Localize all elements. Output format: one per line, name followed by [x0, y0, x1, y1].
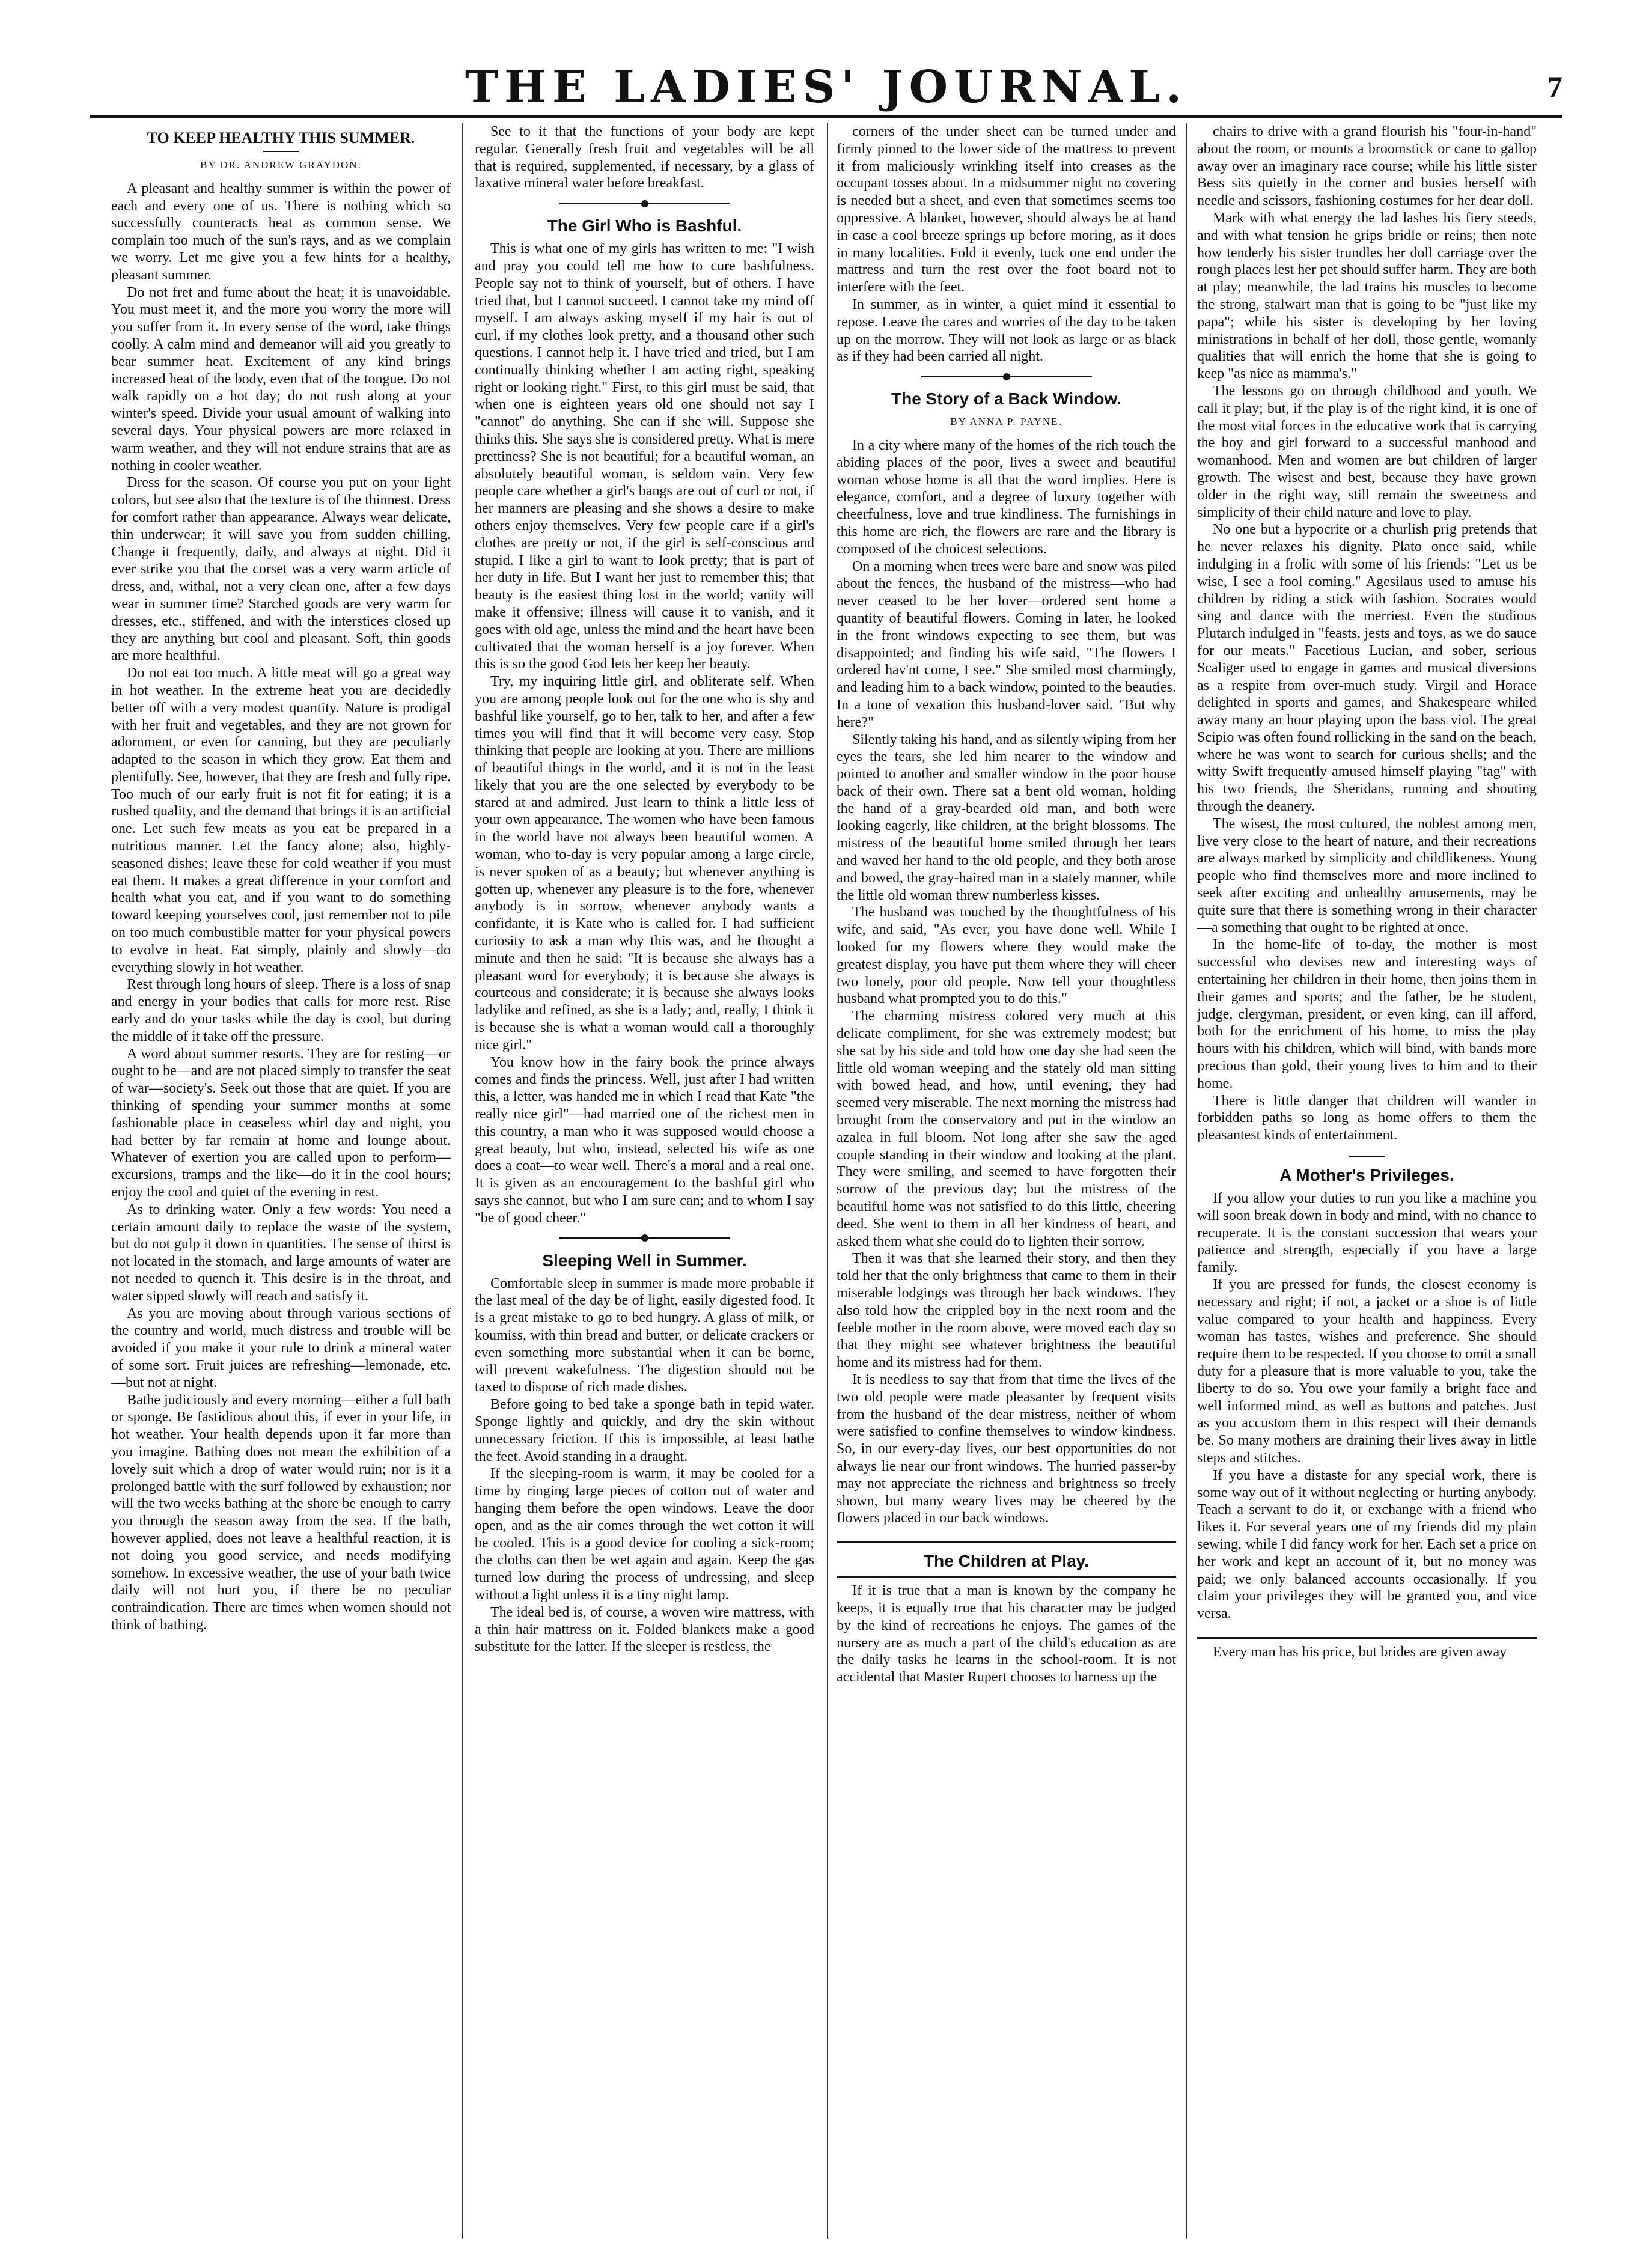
paragraph: Comfortable sleep in summer is made more probable if the last meal of the day be of light, easily digested food. It is a great mistake to go to bed hungry. A glass of milk, or koumiss, with thin bread and butter, or delicate crackers or even something more substantial when it can be borne, will prevent wakefulness. The digestion should not be taxed to dispose of rich made dishes. — [475, 1275, 814, 1395]
paragraph: The lessons go on through childhood and youth. We call it play; but, if the play is of the right kind, it is one of the most vital forces in the educative work that is carrying the boy and girl forward to a successful manhood and womanhood. Men and women are but children of larger growth. The wisest and best, because they have grown older in the right way, still remain the sweetness and simplicity of their child nature and love to play. — [1197, 383, 1537, 520]
paragraph: Mark with what energy the lad lashes his fiery steeds, and with what tension he grips bridle or reins; then note how tenderly his sister trundles her doll carriage over the rough places lest her pet should suffer harm. They are both at play; meanwhile, the lad trains his muscles to become the strong, stalwart man that is going to be "just like my papa"; while his sister is developing by her loving ministrations in behalf of her doll, those gentle, womanly qualities that will enrich the home that she is going to keep "as nice as mamma's." — [1197, 210, 1537, 382]
paragraph: You know how in the fairy book the prince always comes and finds the princess. Well, just after I had written this, a letter, was handed me in which I read that Kate "the really nice girl"—had married one of the richest men in this country, a man who it was supposed would choose a great beauty, but who, instead, selected his wife as one does a coat—to wear well. There's a moral and a real one. It is given as an encouragement to the bashful girl who says she cannot, but who I am sure can; and to whom I say "be of good cheer." — [475, 1054, 814, 1226]
paragraph: The husband was touched by the thoughtfulness of his wife, and said, "As ever, you have done well. While I looked for my flowers where they would make the greatest display, you have put them where they will cheer two lonely, poor old people. Now tell your thoughtless husband what prompted you to do this." — [837, 904, 1176, 1007]
paragraph: The charming mistress colored very much at this delicate compliment, for she was extremely modest; but she sat by his side and told how one day she had seen the little old woman weeping and the stately old man sitting with bowed head, and how, until evening, they had seemed very miserable. The next morning the mistress had brought from the conservatory and put in the window an azalea in full bloom. Not long after she saw the aged couple standing in their window and looking at the plant. They were smiling, and seemed to have forgotten their sorrow of the previous day; but the mistress of the beautiful home was not satisfied to do this little, cheering deed. She went to them in all her kindness of heart, and asked them what she could do to lighten their sorrow. — [837, 1008, 1176, 1249]
paragraph: On a morning when trees were bare and snow was piled about the fences, the husband of the mistress—who had never ceased to be her lover—ordered sent home a quantity of beautiful flowers. Coming in later, he looked in the front windows expecting to see them, but was disappointed; and finding his wife said, "The flowers I ordered hav'nt come, I see." She smiled most charmingly, and leading him to a back window, pointed to the beauties. In a tone of vexation this husband-lover said. "But why here?" — [837, 558, 1176, 730]
paragraph: Then it was that she learned their story, and then they told her that the only brightness that came to them in their miserable lodgings was through her back windows. They also told how the crippled boy in the next room and the feeble mother in the room above, were moved each day so that they might see whatever brightness the beautiful home and its mistress had for them. — [837, 1251, 1176, 1371]
article-heading: Sleeping Well in Summer. — [542, 1251, 747, 1270]
footer-note: Every man has his price, but brides are given away — [1213, 1644, 1507, 1660]
paragraph: In a city where many of the homes of the rich touch the abiding places of the poor, lives a sweet and beautiful woman whose home is all that the word implies. Here is elegance, comfort, and a degree of luxury together with cheerfulness, love and true kindliness. The furnishings in this home are rich, the flowers are rare and the library is composed of the choicest selections. — [837, 437, 1176, 557]
paragraph: Silently taking his hand, and as silently wiping from her eyes the tears, she led him nearer to the window and pointed to another and smaller window in the poor house back of their own. There sat a bent old woman, holding the hand of a gray-bearded old man, and both were looking eagerly, like children, at the bright blossoms. The mistress of the beautiful home smiled through her tears and waved her hand to the old people, and they both arose and bowed, the gray-haired man in a stately manner, while the little old woman threw numberless kisses. — [837, 731, 1176, 903]
masthead-rule — [90, 115, 1562, 118]
article-heading: TO KEEP HEALTHY THIS SUMMER. — [147, 129, 415, 147]
section-rule — [1197, 1637, 1537, 1639]
paragraph: A word about summer resorts. They are for resting—or ought to be—and are not placed simply to transfer the seat of war—society's. Seek out those that are quiet. If you are thinking of spending your summer months at some fashionable place in ceaseless whirl day and night, you had better by far remain at home and lounge about. Whatever of exertion you are called upon to perform—excursions, tramps and the like—do it in the cool hours; enjoy the cool and quiet of the evening in rest. — [111, 1046, 451, 1201]
paragraph: In the home-life of to-day, the mother is most successful who devises new and interesting ways of entertaining her children in their home, then joins them in their games and sports; and the father, be he student, judge, clergyman, president, or even king, can ill afford, both for the enrichment of his home, to miss the play hours with his children, which will bind, with bands more precious than gold, their young lives to him and to their home. — [1197, 937, 1537, 1091]
ornament-divider — [475, 200, 814, 208]
ornament-divider — [475, 1234, 814, 1243]
journal-title: THE LADIES' JOURNAL. — [465, 61, 1187, 113]
column-1 — [111, 123, 451, 2239]
paragraph: If you allow your duties to run you like a machine you will soon break down in body and mind, with no chance to recuperate. It is the constant succession that wears your patience and strength, especially if you have a large family. — [1197, 1190, 1537, 1276]
paragraph: Dress for the season. Of course you put on your light colors, but see also that the texture is of the thinnest. Dress for comfort rather than appearance. Always wear delicate, thin underwear; it will save you from sudden chilling. Change it frequently, daily, and always at night. Did it ever strike you that the corset was a very warm article of dress, and, withal, not a very clean one, after a few days wear in summer time? Starched goods are very warm for dresses, etc., stiffened, and with the interstices closed up they are anything but cool and pleasant. Soft, thin goods are more healthful. — [111, 475, 451, 664]
paragraph: A pleasant and healthy summer is within the power of each and every one of us. There is nothing which so successfully counteracts heat as common sense. We complain too much of the sun's rays, and as we complain we worry. Let me give you a few hints for a healthy, pleasant summer. — [111, 180, 451, 283]
paragraph: The wisest, the most cultured, the noblest among men, live very close to the heart of nature, and their recreations are always marked by simplicity and childlikeness. Young people who find themselves more and more inclined to seek after exciting and unhealthy amusements, may be quite sure that there is something wrong in their character—a something that ought to be righted at once. — [1197, 815, 1537, 936]
heading-rule — [263, 151, 299, 152]
article-heading: The Story of a Back Window. — [891, 389, 1121, 409]
article-heading: The Girl Who is Bashful. — [547, 216, 742, 236]
paragraph: There is little danger that children will wander in forbidden paths so long as home offers to them the pleasantest kinds of entertainment. — [1197, 1093, 1537, 1144]
paragraph: In summer, as in winter, a quiet mind it essential to repose. Leave the cares and worries of the day to be taken up on the morrow. They will not look as large or as black as if they had been carried all night. — [837, 296, 1176, 365]
article-byline: BY ANNA P. PAYNE. — [950, 416, 1062, 428]
page-number: 7 — [1547, 70, 1562, 103]
section-rule — [837, 1541, 1176, 1543]
section-rule — [1349, 1156, 1385, 1157]
article-heading: The Children at Play. — [924, 1552, 1089, 1571]
paragraph: chairs to drive with a grand flourish his "four-in-hand" about the room, or mounts a broomstick or cane to gallop away over an imaginary race course; while his little sister Bess sits quietly in the corner and busies herself with needle and scissors, fashioning costumes for her dear doll. — [1197, 124, 1537, 209]
paragraph: corners of the under sheet can be turned under and firmly pinned to the lower side of the mattress to prevent it from maliciously wrinkling itself into creases as the occupant tosses about. In a midsummer night no covering is needed but a sheet, and even that sometimes seems too oppressive. A blanket, however, should always be at hand in case a cool breeze springs up before moring, as it does in many localities. Fold it evenly, tuck one end under the mattress and turn the rest over the foot board not to interfere with the feet. — [837, 124, 1176, 296]
paragraph: If you are pressed for funds, the closest economy is necessary and right; if not, a jacket or a shoe is of little value compared to your health and happiness. Every woman has tastes, wishes and preference. She should require them to be respected. If you choose to omit a small duty for a pleasure that is more valuable to you, take the liberty to do so. You owe your family a bright face and well informed mind, as well as buttons and patches. Just as you accustom them in this respect will their demands be. So many mothers are draining their lives away in little steps and stitches. — [1197, 1277, 1537, 1466]
paragraph: This is what one of my girls has written to me: "I wish and pray you could tell me how to cure bashfulness. People say not to think of yourself, but of others. I have tried that, but I cannot succeed. I cannot take my mind off myself. I am always asking myself if my hair is out of curl, if my clothes look pretty, and a thousand other such questions. I cannot help it. I have tried and tried, but I am continually thinking whether I am acting right, speaking right or looking right." First, to this girl must be said, that when one is eighteen years old one should not say I "cannot" do anything. She can if she will. Suppose she thinks this. She says she is considered pretty. What is mere prettiness? She is not beautiful; for a beautiful woman, an absolutely beautiful woman, is seldom vain. Very few people care whether a girl's bangs are out of curl or not, if her manners are pleasing and she shows a desire to make others enjoy themselves. Very few people care if a girl's clothes are pretty or not, if the girl is self-conscious and stupid. I like a girl to want to look pretty; that is part of her duty in life. But I want her just to remember this; that beauty is the easiest thing lost in the world; vanity will make it offensive; illness will cause it to vanish, and it goes with old age, unless the mind and the heart have been cultivated that the woman herself is a joy forever. When this is so the good God lets her keep her beauty. — [475, 241, 814, 672]
paragraph: It is needless to say that from that time the lives of the two old people were made pleasanter by frequent visits from the husband of the dear mistress, neither of whom were satisfied to confine themselves to window kindness. So, in our every-day lives, our best opportunities do not always lie near our front windows. The hurried passer-by may not appreciate the richness and brightness so freely shown, but many weary lives may be cheered by the flowers placed in our back windows. — [837, 1371, 1176, 1526]
paragraph: As to drinking water. Only a few words: You need a certain amount daily to replace the waste of the system, but do not gulp it down in quantities. The sense of thirst is not located in the stomach, and large amounts of water are not needed to quench it. This desire is in the throat, and water sipped slowly will reach and satisfy it. — [111, 1201, 451, 1304]
masthead — [90, 63, 1562, 111]
ornament-divider — [837, 373, 1176, 381]
paragraph: As you are moving about through various sections of the country and world, much distress and trouble will be avoided if you make it your rule to drink a mineral water of some sort. Fruit juices are refreshing—lemonade, etc.—but not at night. — [111, 1305, 451, 1391]
paragraph: If the sleeping-room is warm, it may be cooled for a time by ringing large pieces of cotton out of water and hanging them before the open windows. Leave the door open, and as the air comes through the wet cotton it will be cooled. This is a good device for cooling a sick-room; the cloths can then be wet again and again. Keep the gas turned low during the process of undressing, and sleep without a light unless it is a tiny night lamp. — [475, 1466, 814, 1603]
section-rule — [837, 1576, 1176, 1578]
paragraph: See to it that the functions of your body are kept regular. Generally fresh fruit and vegetables will be all that is required, supplemented, if necessary, by a glass of laxative mineral water before breakfast. — [475, 124, 814, 192]
column-4 — [1197, 123, 1537, 2239]
paragraph: If you have a distaste for any special work, there is some way out of it without neglecting or hurting anybody. Teach a servant to do it, or exchange with a friend who likes it. For several years one of my friends did my plain sewing, while I did fancy work for her. Each set a price on her work and kept an account of it, but no money was paid; we only balanced accounts occasionally. If you claim your privileges they will be granted you, and vice versa. — [1197, 1467, 1537, 1622]
paragraph: Before going to bed take a sponge bath in tepid water. Sponge lightly and quickly, and dry the skin without unnecessary friction. If this is impossible, at least bathe the feet. Avoid standing in a draught. — [475, 1397, 814, 1465]
article-heading: A Mother's Privileges. — [1279, 1166, 1454, 1185]
paragraph: If it is true that a man is known by the company he keeps, it is equally true that his character may be judged by the kind of recreations he enjoys. The games of the nursery are as much a part of the child's education as are the daily tasks he learns in the school-room. It is not accidental that Master Rupert chooses to harness up the — [837, 1583, 1176, 1686]
paragraph: Bathe judiciously and every morning—either a full bath or sponge. Be fastidious about this, if ever in your life, in hot weather. Your health depends upon it far more than you imagine. Bathing does not mean the exhibition of a lovely suit which a drop of water would ruin; nor is it a prolonged battle with the surf followed by exhaustion; nor will the two weeks bathing at the shore be enough to carry you through the season away from the sea. If the bath, however applied, does not leave a healthful reaction, it is not doing you good service, and needs modifying somehow. In excessive weather, the use of your bath twice daily will not hurt you, if there be no peculiar contraindication. There are times when women should not think of bathing. — [111, 1392, 451, 1633]
column-2 — [475, 123, 814, 2239]
paragraph: No one but a hypocrite or a churlish prig pretends that he never relaxes his dignity. Plato once said, while indulging in a frolic with some of his friends: "Let us be wise, I see a fool coming." Agesilaus used to amuse his children by riding a stick with fashion. Socrates would sing and dance with the merriest. Even the studious Plutarch indulged in "feasts, jests and toys, as we do sauce for our meats." Facetious Lucian, and sober, serious Scaliger used to engage in games and musical diversions as a respite from over-much study. Virgil and Horace delighted in sports and games, and Shakespeare whiled away many an hour playing upon the bass viol. The great Scipio was often found rollicking in the sand on the beach, where he was wont to search for curious shells; and the witty Swift frequently amused himself playing "tag" with his two friends, the Sheridans, running and shouting through the deanery. — [1197, 522, 1537, 815]
column-divider — [462, 123, 463, 2239]
column-divider — [827, 123, 828, 2239]
paragraph: Do not fret and fume about the heat; it is unavoidable. You must meet it, and the more you worry the more will you suffer from it. In every sense of the word, take things coolly. A calm mind and demeanor will aid you greatly to bear summer heat. Excitement of any kind brings increased heat of the body, even that of the tongue. Do not walk rapidly on a hot day; do not rush along at your winter's speed. Divide your usual amount of walking into several days. Your physical powers are more relaxed in warm weather, and they will not endure strains that are as nothing in cooler weather. — [111, 284, 451, 474]
paragraph: The ideal bed is, of course, a woven wire mattress, with a thin hair mattress on it. Folded blankets make a good substitute for the latter. If the sleeper is restless, the — [475, 1604, 814, 1655]
paragraph: Rest through long hours of sleep. There is a loss of snap and energy in your bodies that calls for more rest. Rise early and do your tasks while the day is cool, but during the middle of it take off the pressure. — [111, 977, 451, 1044]
article-byline: BY DR. ANDREW GRAYDON. — [200, 159, 362, 171]
column-divider — [1186, 123, 1187, 2239]
paragraph: Do not eat too much. A little meat will go a great way in hot weather. In the extreme heat you are decidedly better off with a very modest quantity. Nature is prodigal with her fruit and vegetables, and they are not grown for adornment, or even for canning, but they are peculiarly adapted to the season in which they grow. Eat them and plentifully. See, however, that they are fresh and fully ripe. Too much of our early fruit is not fit for eating; it is a rushed quality, and the demand that brings it is an artificial one. Let such few meats as you eat be prepared in a nutritious manner. Let the fancy alone; also, highly-seasoned dishes; leave these for cold weather if you must eat them. It makes a great difference in your comfort and health what you eat, and if you want to do something toward keeping yourselves cool, just remember not to pile on too much combustible matter for your physical powers to evolve in heat. Eat simply, plainly and slowly—do everything slowly in hot weather. — [111, 665, 451, 975]
column-3 — [837, 123, 1176, 2239]
paragraph: Try, my inquiring little girl, and obliterate self. When you are among people look out for the one who is shy and bashful like yourself, go to her, talk to her, and after a few times you will find that it will become very easy. Stop thinking that people are looking at you. There are millions of beautiful things in the world, and it is not in the least likely that you are the one selected by everybody to be stared at and admired. Just learn to think a little less of your own appearance. The women who have been famous in the world have not always been beautiful women. A woman, who to-day is very popular among a large circle, is never spoken of as a beauty; but whenever anything is gotten up, whenever any pleasure is to the fore, whenever anybody is in sorrow, whenever anybody wants a confidante, it is Kate who is called for. I had sufficient curiosity to ask a man why this was, and he thought a minute and then he said: "It is because she always has a pleasant word for everybody; it is because she always is courteous and considerate; it is because she always looks ladylike and refined, as she is a lady; and, really, I think it is because she is what a woman would call a thoroughly nice girl." — [475, 674, 814, 1053]
